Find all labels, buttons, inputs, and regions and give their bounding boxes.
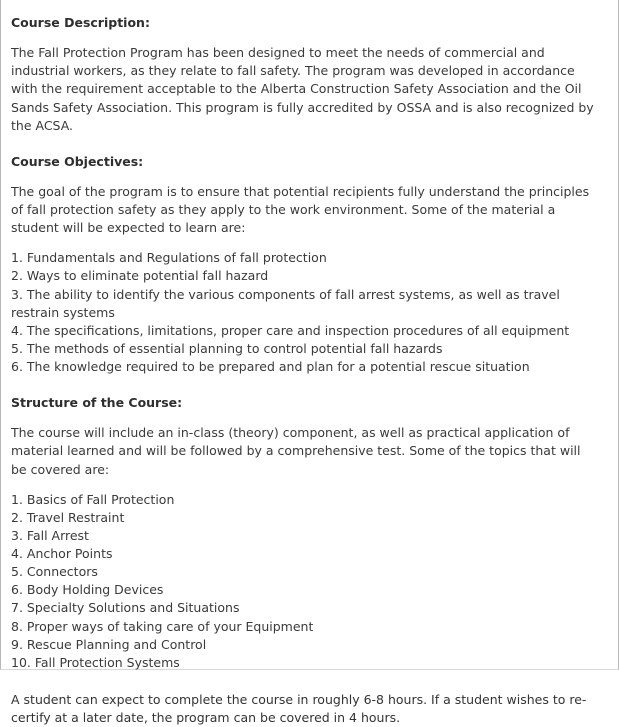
section-paragraph-course-objectives: The goal of the program is to ensure that potential recipients fully understand the principles of fall protection safety as they apply to the work environment. Some of the material a student will be expected to learn are: [11,183,590,236]
list-item: 6. Body Holding Devices [11,582,164,598]
list-item: 4. Anchor Points [11,546,113,561]
list-item: 3. The ability to identify the various components of fall arrest systems, as well as travel restrain systems [11,286,560,320]
list-item: 3. Fall Arrest [11,527,89,543]
list-item: 2. Travel Restraint [11,509,125,525]
spacer [11,684,600,691]
objectives-list [11,249,600,376]
list-item: 5. The methods of essential planning to control potential fall hazards [11,340,443,356]
section-heading-course-description: Course Description: [11,15,150,30]
list-item: 5. Connectors [11,564,98,580]
list-item: 9. Rescue Planning and Control [11,636,207,652]
list-item: 1. Basics of Fall Protection [11,491,175,507]
list-item: 10. Fall Protection Systems [11,654,180,670]
list-item: 1. Fundamentals and Regulations of fall protection [11,250,327,266]
section-closing-paragraph: A student can expect to complete the course in roughly 6-8 hours. If a student wishes to re-certify at a later date, the program can be covered in 4 hours. [11,691,587,725]
list-item: 6. The knowledge required to be prepared and plan for a potential rescue situation [11,359,530,374]
list-item: 4. The specifications, limitations, proper care and inspection procedures of all equipment [11,322,570,338]
list-item: 7. Specialty Solutions and Situations [11,600,240,616]
topics-list [11,491,600,672]
section-paragraph-structure-of-the-course: The course will include an in-class (theory) component, as well as practical application of material learned and will be followed by a comprehensive test. Some of the topics that will be covered are: [11,425,581,477]
list-item: 8. Proper ways of taking care of your Equipment [11,618,314,634]
section-paragraph-course-description: The Fall Protection Program has been designed to meet the needs of commercial and industrial workers, as they relate to fall safety. The program was developed in accordance with the requirement acceptable to the Alberta Construction Safety Association and the Oil Sands Safety Association. This program is fully accredited by OSSA and is also recognized by the ACSA. [11,45,594,133]
section-heading-course-objectives: Course Objectives: [11,153,144,169]
list-item: 2. Ways to eliminate potential fall hazard [11,268,269,284]
section-heading-structure-of-the-course: Structure of the Course: [11,395,183,411]
